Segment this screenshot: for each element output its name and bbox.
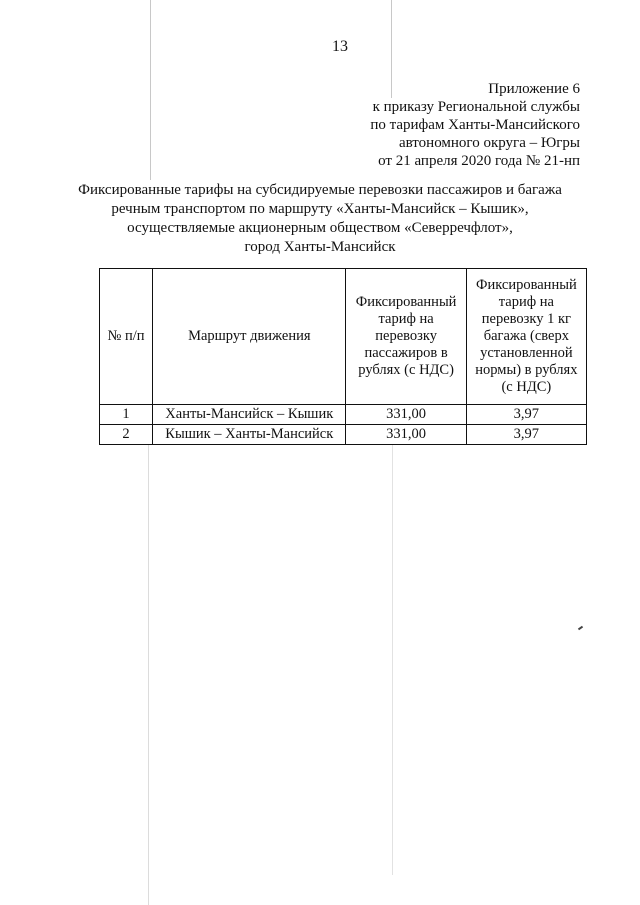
cell-baggage-tariff: 3,97 [466,425,586,445]
scan-artifact-line [392,445,393,875]
cell-number: 1 [100,405,153,425]
table-row [100,425,587,445]
scan-artifact-line [148,445,149,905]
table-header-row [100,269,587,405]
title-line: Фиксированные тарифы на субсидируемые перевозки пассажиров и багажа [78,182,562,198]
cell-number: 2 [100,425,153,445]
cell-route: Ханты-Мансийск – Кышик [153,405,346,425]
appendix-line: от 21 апреля 2020 года № 21-нп [378,153,580,169]
table-row [100,405,587,425]
appendix-line: Приложение 6 [488,81,580,97]
cell-route: Кышик – Ханты-Мансийск [153,425,346,445]
appendix-line: к приказу Региональной службы [372,99,580,115]
scan-artifact-line [150,0,151,180]
appendix-line: автономного округа – Югры [398,135,580,151]
title-line: речным транспортом по маршруту «Ханты-Мансийск – Кышик», [111,201,529,217]
title-line: город Ханты-Мансийск [244,239,396,255]
header-passenger-tariff: Фиксированный тариф на перевозку пассажиров в рублях (с НДС) [346,269,466,405]
appendix-line: по тарифам Ханты-Мансийского [370,117,580,133]
page-number: 13 [332,38,348,55]
header-baggage-tariff: Фиксированный тариф на перевозку 1 кг багажа (сверх установленной нормы) в рублях (с НДС) [466,269,586,405]
header-number: № п/п [100,269,153,405]
document-title [70,181,570,257]
tariff-table [99,268,587,445]
header-route: Маршрут движения [153,269,346,405]
title-line: осуществляемые акционерным обществом «Северречфлот», [127,220,513,236]
cell-passenger-tariff: 331,00 [346,425,466,445]
appendix-reference [280,80,580,170]
cell-passenger-tariff: 331,00 [346,405,466,425]
scan-speck [578,626,583,631]
cell-baggage-tariff: 3,97 [466,405,586,425]
